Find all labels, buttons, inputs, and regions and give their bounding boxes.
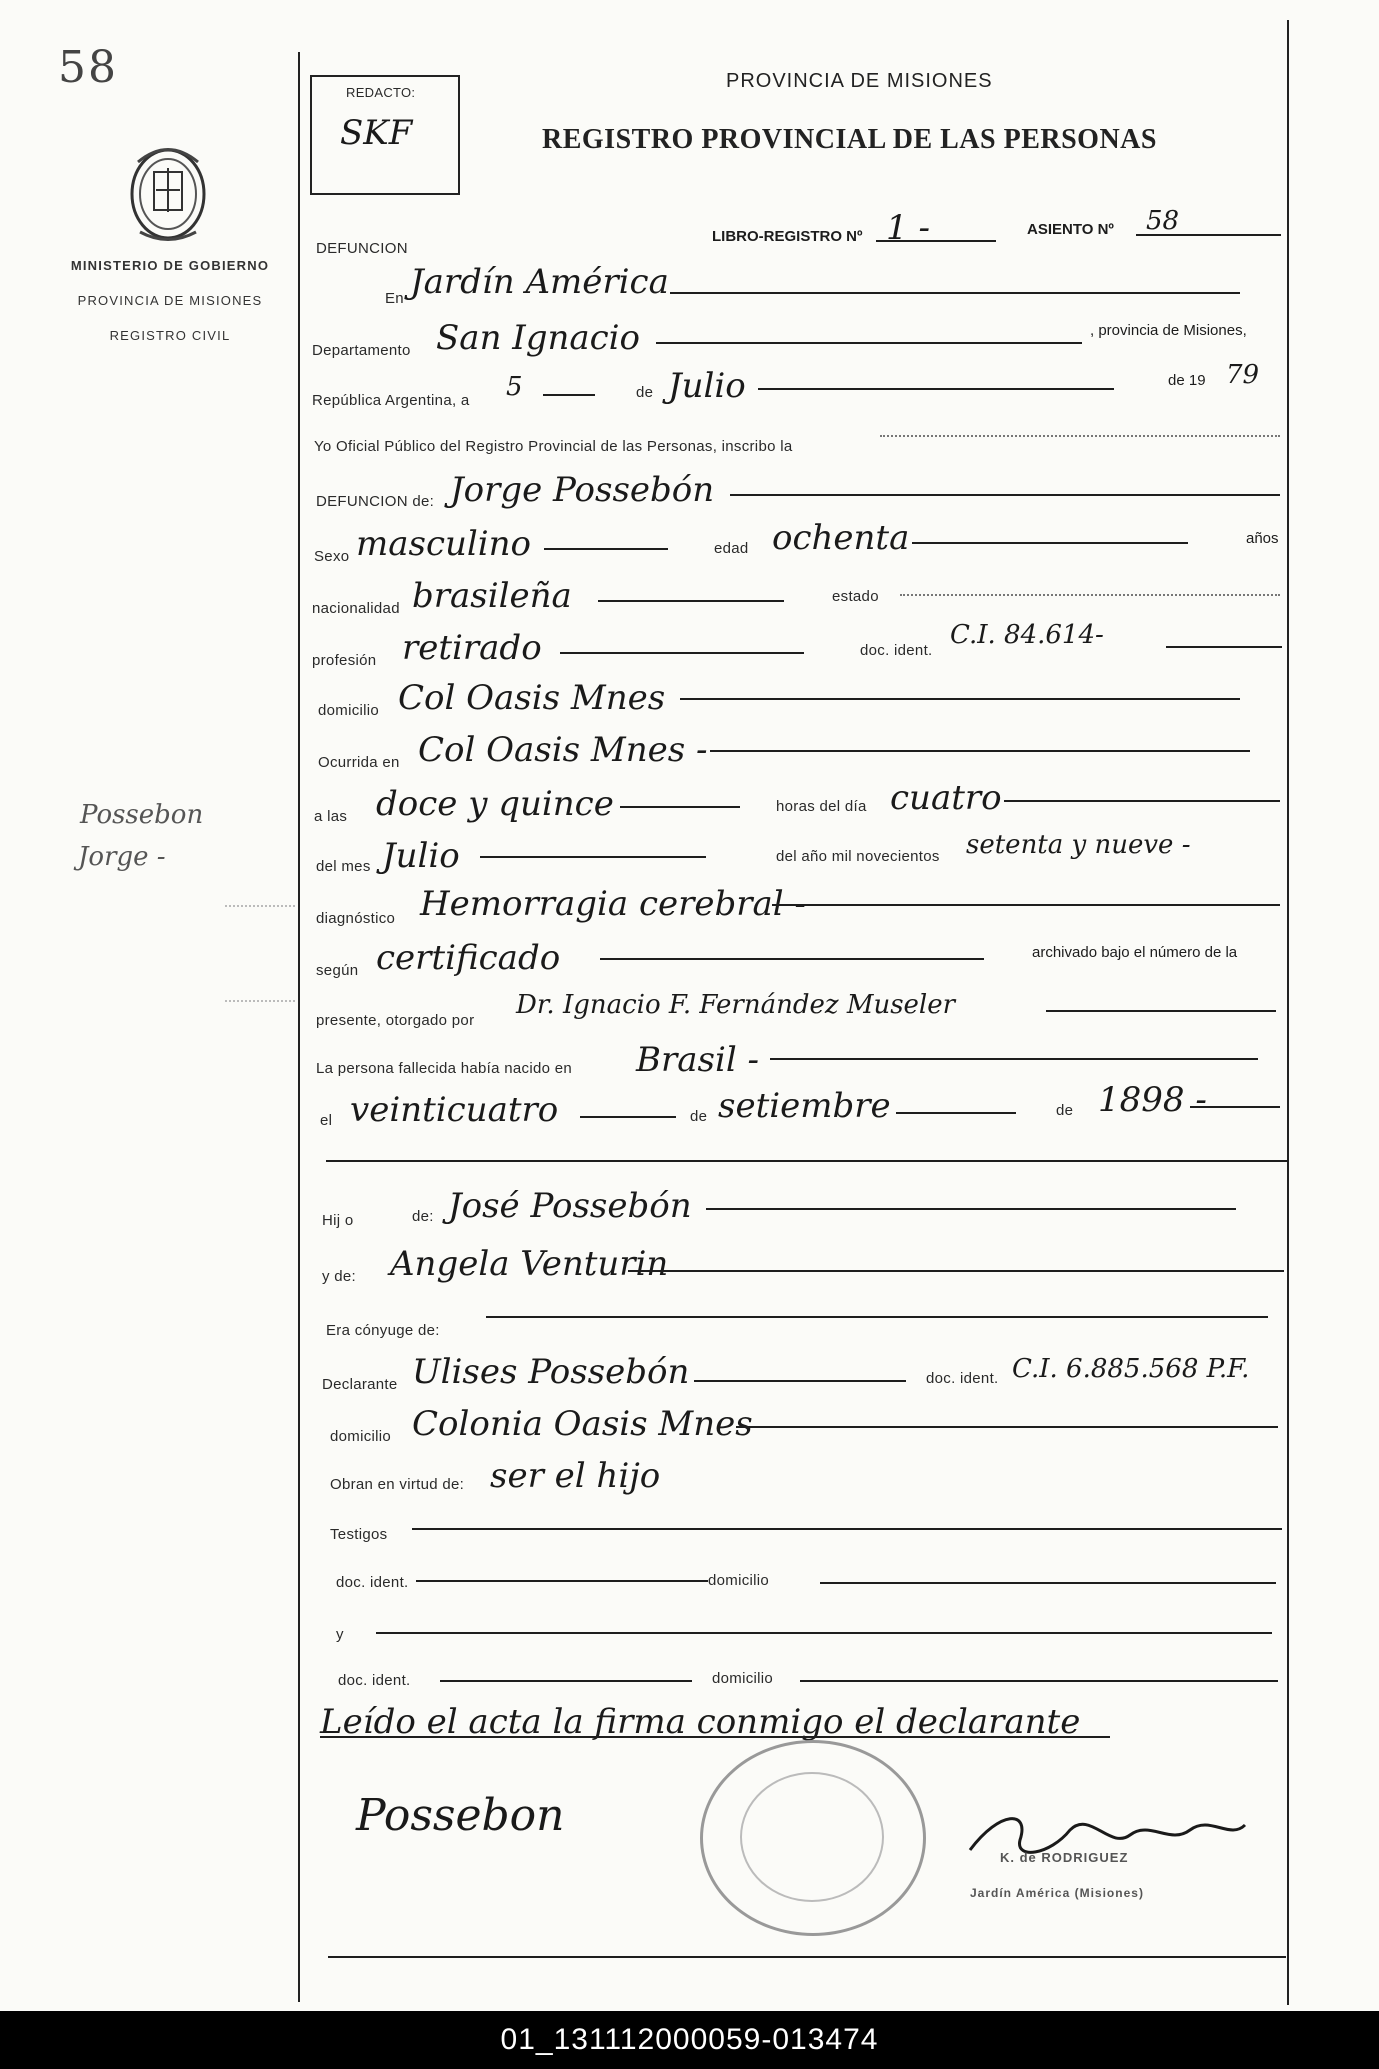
defuncion-value: Jorge Possebón [450, 470, 715, 510]
domicilio2-label: domicilio [330, 1428, 392, 1445]
segun-label: según [316, 962, 359, 979]
obran-value: ser el hijo [490, 1456, 661, 1496]
edad-label: edad [714, 540, 749, 557]
document-code: 01_131112000059-013474 [0, 2011, 1379, 2069]
hijo-value: José Possebón [448, 1186, 692, 1226]
mes-value: Julio [668, 366, 746, 406]
official-seal-inner-icon [740, 1772, 884, 1902]
yde-label: y de: [322, 1268, 357, 1285]
ocurrida-value: Col Oasis Mnes - [418, 730, 708, 770]
redacto-box [310, 75, 460, 195]
declarant-signature: Possebon [356, 1790, 565, 1841]
presente-label: presente, otorgado por [316, 1012, 475, 1029]
left-border [298, 52, 300, 2002]
horas-label: horas del día [776, 798, 867, 815]
coat-of-arms-icon [118, 132, 218, 247]
archivado-label: archivado bajo el número de la [1032, 944, 1238, 961]
anio-value: 79 [1226, 360, 1260, 390]
de3-value: 1898 - [1098, 1080, 1207, 1120]
province-subtitle: PROVINCIA DE MISIONES [77, 293, 263, 308]
section-label: DEFUNCION [316, 240, 408, 257]
de19-label: de 19 [1168, 372, 1206, 389]
dia-value: 5 [506, 372, 523, 402]
delmes-label: del mes [316, 858, 371, 875]
official-place: Jardín América (Misiones) [970, 1886, 1144, 1900]
domicilio-label: domicilio [318, 702, 380, 719]
segun-value: certificado [376, 938, 561, 978]
y-label: y [336, 1626, 344, 1643]
el-value: veinticuatro [350, 1090, 559, 1130]
republica-label: República Argentina, a [312, 392, 470, 409]
doc-value: C.I. 84.614- [950, 620, 1104, 650]
doc2-value: C.I. 6.885.568 P.F. [1012, 1354, 1250, 1384]
provincia-label: , provincia de Misiones, [1090, 322, 1247, 339]
en-label: En [385, 290, 404, 307]
profesion-label: profesión [312, 652, 377, 669]
right-border [1287, 20, 1289, 2005]
sexo-label: Sexo [314, 548, 350, 565]
yde-value: Angela Venturin [390, 1244, 669, 1284]
registry-subtitle: REGISTRO CIVIL [109, 328, 231, 343]
en-value: Jardín América [410, 262, 669, 302]
departamento-value: San Ignacio [436, 318, 641, 358]
docident4-label: doc. ident. [338, 1672, 411, 1689]
testigos-label: Testigos [330, 1526, 388, 1543]
diagnostico-value: Hemorragia cerebral - [420, 884, 806, 924]
alas-label: a las [314, 808, 348, 825]
ocurrida-label: Ocurrida en [318, 754, 400, 771]
province-title: PROVINCIA DE MISIONES [726, 70, 993, 92]
libro-value: 1 - [886, 208, 930, 248]
departamento-label: Departamento [312, 342, 411, 359]
de2-value: setiembre [718, 1086, 891, 1126]
diagnostico-label: diagnóstico [316, 910, 396, 927]
docident3-label: doc. ident. [336, 1574, 409, 1591]
de2-label: de [690, 1108, 708, 1125]
nacionalidad-value: brasileña [412, 576, 572, 616]
libro-label: LIBRO-REGISTRO Nº [712, 228, 863, 245]
hijo-label: Hij o [322, 1212, 354, 1229]
delano-value: setenta y nueve - [966, 830, 1191, 860]
asiento-label: ASIENTO Nº [1027, 221, 1114, 238]
margin-name: Jorge - [78, 842, 166, 872]
nacido-label: La persona fallecida había nacido en [316, 1060, 572, 1077]
de-label: de [636, 384, 654, 401]
delmes-value: Julio [382, 836, 460, 876]
redacto-value: SKF [340, 113, 413, 153]
obran-label: Obran en virtud de: [330, 1476, 465, 1493]
official-name: K. de RODRIGUEZ [1000, 1850, 1129, 1865]
nacionalidad-label: nacionalidad [312, 600, 400, 617]
domicilio4-label: domicilio [712, 1670, 774, 1687]
page-number: 58 [58, 42, 118, 93]
nacido-value: Brasil - [636, 1040, 760, 1080]
alas-value: doce y quince [376, 784, 614, 824]
domicilio3-label: domicilio [708, 1572, 770, 1589]
profesion-value: retirado [402, 628, 542, 668]
de3-label: de [1056, 1102, 1074, 1119]
asiento-value: 58 [1146, 206, 1180, 236]
presente-value: Dr. Ignacio F. Fernández Museler [516, 990, 956, 1020]
declarante-label: Declarante [322, 1376, 398, 1393]
horas-value: cuatro [890, 778, 1002, 818]
el-label: el [320, 1112, 333, 1129]
oficial-text: Yo Oficial Público del Registro Provincial de las Personas, inscribo la [314, 438, 793, 455]
redacto-label: REDACTO: [346, 85, 416, 100]
declarante-value: Ulises Possebón [412, 1352, 690, 1392]
ministry-title: MINISTERIO DE GOBIERNO [70, 258, 270, 273]
estado-label: estado [832, 588, 879, 605]
doc-label: doc. ident. [860, 642, 933, 659]
domicilio2-value: Colonia Oasis Mnes [412, 1404, 753, 1444]
conyuge-label: Era cónyuge de: [326, 1322, 440, 1339]
anos-label: años [1246, 530, 1279, 547]
defuncion-label: DEFUNCION de: [316, 493, 435, 510]
edad-value: ochenta [772, 518, 910, 558]
domicilio-value: Col Oasis Mnes [398, 678, 666, 718]
margin-surname: Possebon [80, 800, 204, 830]
closing-text: Leído el acta la firma conmigo el declarante [320, 1702, 1081, 1742]
doc2-label: doc. ident. [926, 1370, 999, 1387]
registry-title: REGISTRO PROVINCIAL DE LAS PERSONAS [542, 124, 1157, 155]
sexo-value: masculino [356, 524, 532, 564]
hijo-de-label: de: [412, 1208, 434, 1225]
delano-label: del año mil novecientos [776, 848, 940, 865]
